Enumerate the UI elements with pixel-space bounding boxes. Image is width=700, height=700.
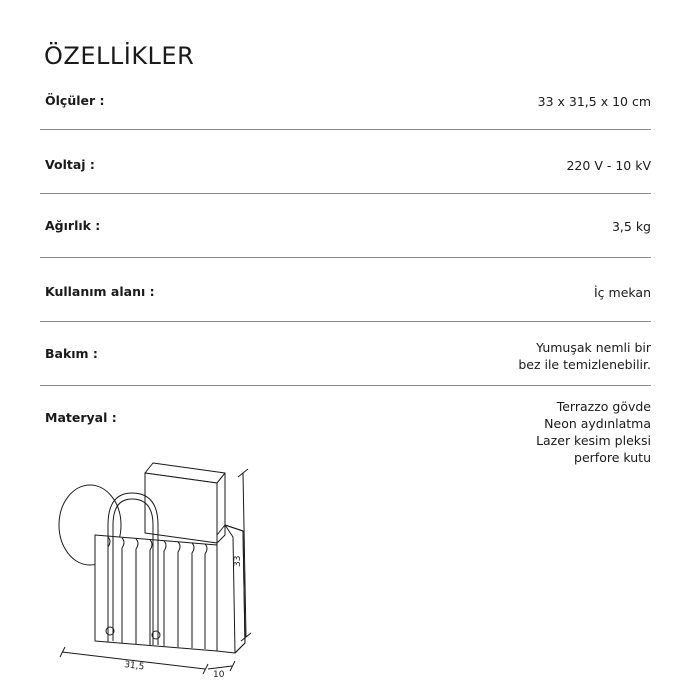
spec-value xyxy=(538,93,651,110)
divider xyxy=(40,129,651,130)
spec-label: Ağırlık : xyxy=(45,218,101,233)
spec-value xyxy=(518,339,651,373)
spec-value xyxy=(566,157,651,174)
product-technical-drawing xyxy=(50,455,260,685)
dimension-width-label: 31,5 xyxy=(123,660,145,673)
body-side xyxy=(217,525,245,653)
spec-value-line: Lazer kesim pleksi xyxy=(536,433,651,448)
spec-label: Materyal : xyxy=(45,410,117,425)
spec-label: Voltaj : xyxy=(45,157,95,172)
spec-value xyxy=(594,284,651,301)
spec-value-line: 220 V - 10 kV xyxy=(566,158,651,173)
page-title: ÖZELLİKLER xyxy=(44,42,195,71)
spec-label: Bakım : xyxy=(45,346,98,361)
spec-value-line: bez ile temizlenebilir. xyxy=(518,357,651,372)
spec-label: Ölçüler : xyxy=(45,93,105,108)
spec-value-line: Terrazzo gövde xyxy=(556,399,651,414)
divider xyxy=(40,257,651,258)
body-side-face xyxy=(225,525,245,653)
divider xyxy=(40,193,651,194)
upper-box-side xyxy=(217,473,225,543)
spec-label: Kullanım alanı : xyxy=(45,284,155,299)
spec-value xyxy=(612,218,651,235)
dimension-depth-label: 10 xyxy=(213,670,225,680)
depth-dim-line xyxy=(208,666,232,669)
spec-value-line: Yumuşak nemli bir xyxy=(536,340,651,355)
dimension-height-label: 33 xyxy=(233,555,243,567)
spec-value-line: 3,5 kg xyxy=(611,219,651,234)
spec-value-line: 33 x 31,5 x 10 cm xyxy=(537,94,651,109)
divider xyxy=(40,385,651,386)
spec-value-line: Neon aydınlatma xyxy=(544,416,651,431)
spec-value-line: İç mekan xyxy=(593,285,651,300)
divider xyxy=(40,321,651,322)
spec-value-line: perfore kutu xyxy=(574,450,651,465)
spec-value xyxy=(536,398,651,466)
